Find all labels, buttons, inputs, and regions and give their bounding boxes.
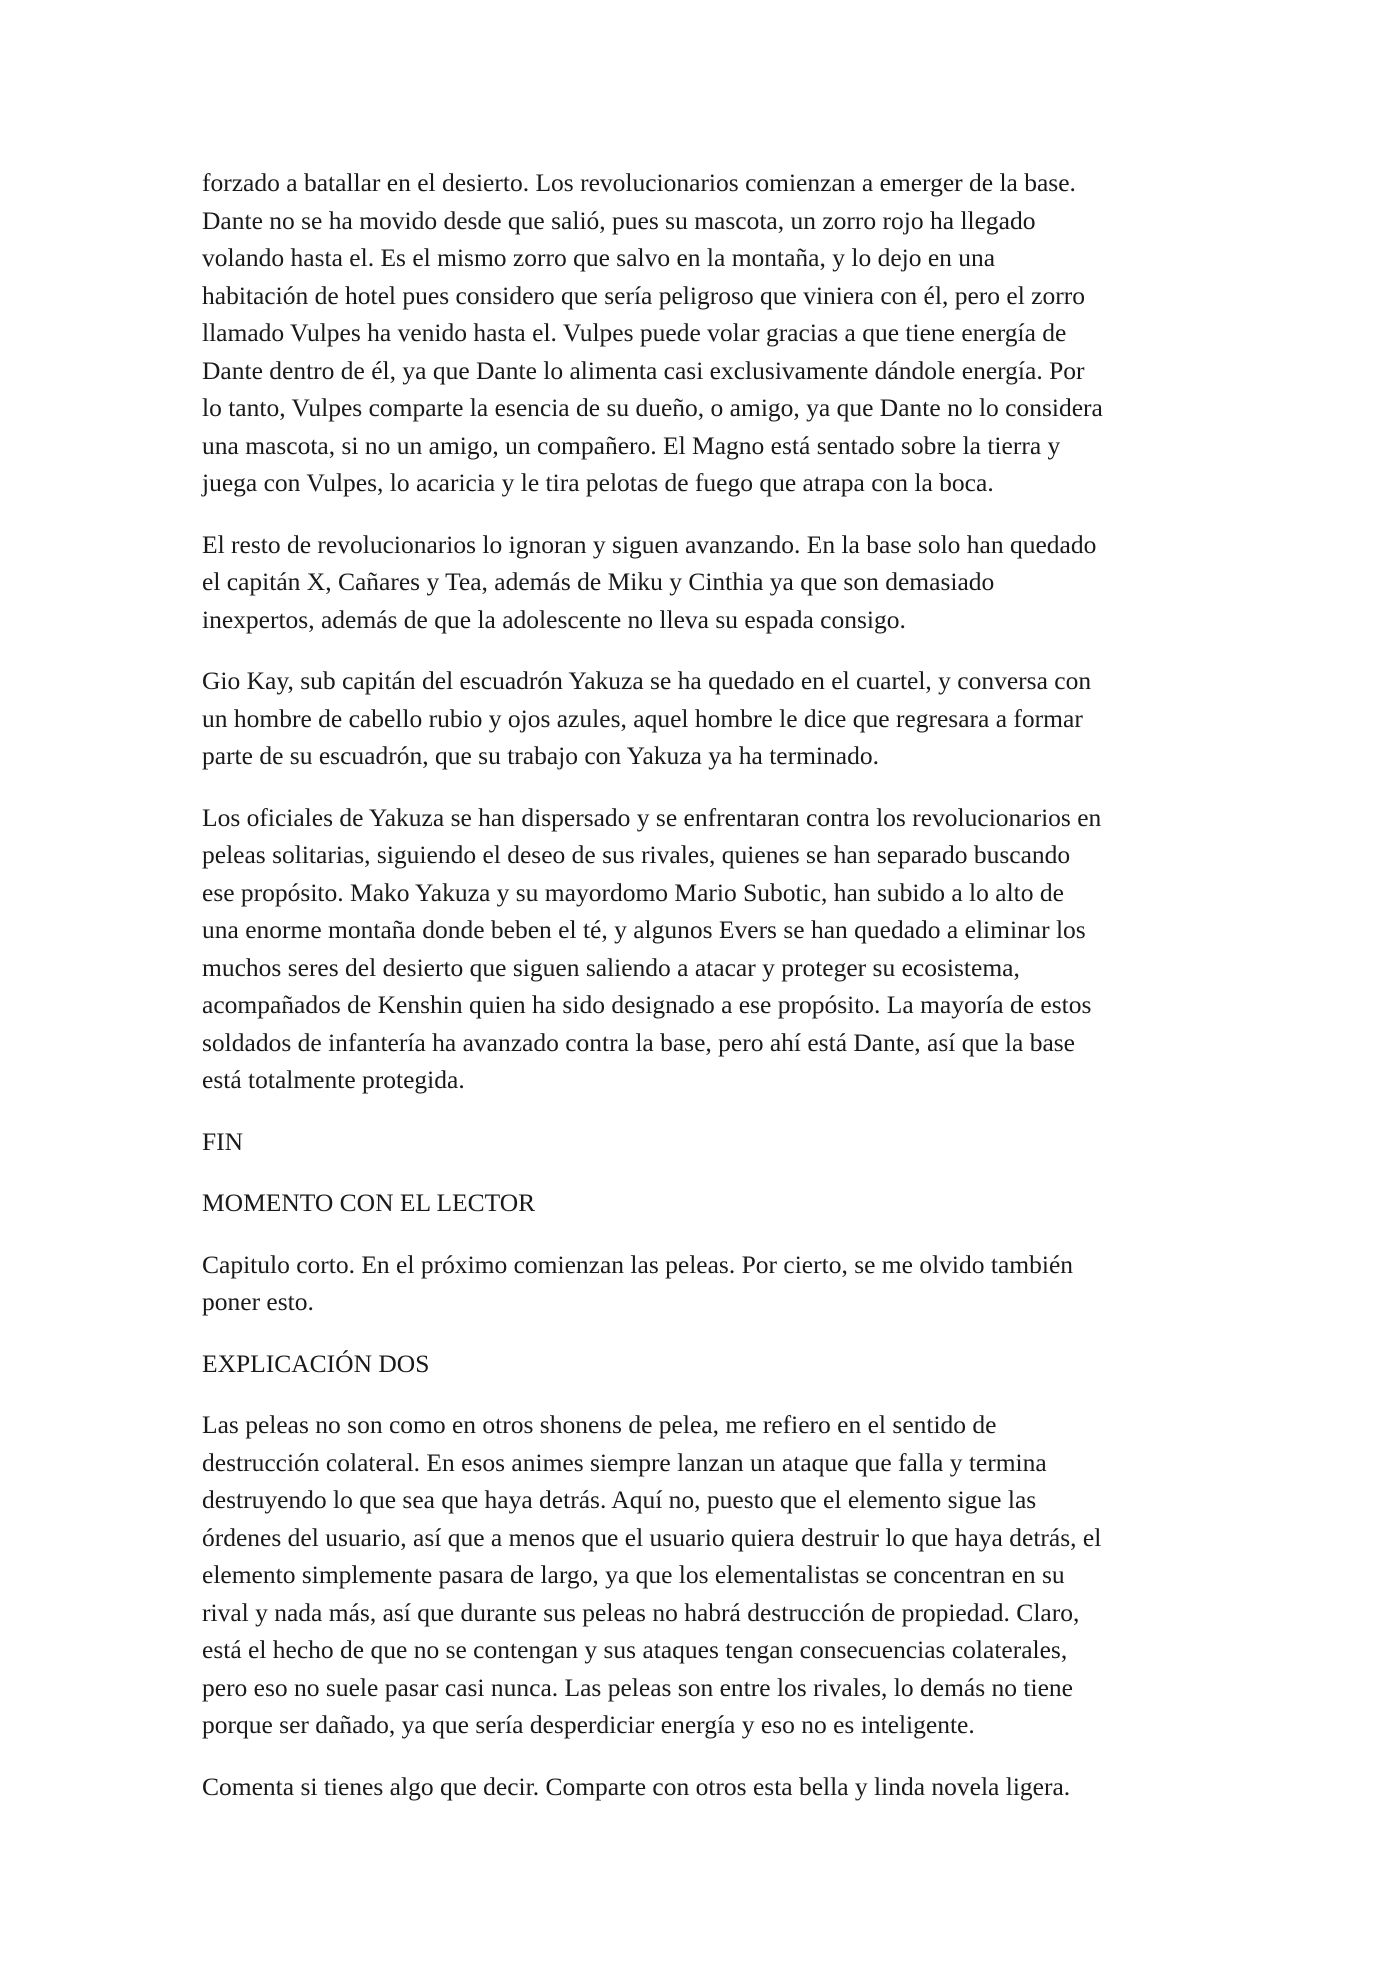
paragraph-closing: Comenta si tienes algo que decir. Comparte con otros esta bella y linda novela ligera. xyxy=(202,1771,1071,1801)
paragraph-explanation: Las peleas no son como en otros shonens de pelea, me refiero en el sentido de destrucción colateral. En esos animes siempre lanzan un ataque que falla y termina destruyendo lo que sea que haya detrás. Aquí no, puesto que el elemento sigue las órdenes del usuario, así que a menos que el usuario quiera destruir lo que haya detrás, el elemento simplemente pasara de largo, ya que los elementalistas se concentran en su rival y nada más, así que durante sus peleas no habrá destrucción de propiedad. Claro, está el hecho de que no se contengan y sus ataques tengan consecuencias colaterales, pero eso no suele pasar casi nunca. Las peleas son entre los rivales, lo demás no tiene porque ser dañado, ya que sería desperdiciar energía y eso no es inteligente. xyxy=(202,1410,1102,1739)
heading-fin: FIN xyxy=(202,1126,244,1156)
document-body xyxy=(202,164,1212,1829)
paragraph-story-vulpes: forzado a batallar en el desierto. Los revolucionarios comienzan a emerger de la base. Dante no se ha movido desde que salió, pues su mascota, un zorro rojo ha llegado volando hasta el. Es el mismo zorro que salvo en la montaña, y lo dejo en una habitación de hotel pues considero que sería peligroso que viniera con él, pero el zorro llamado Vulpes ha venido hasta el. Vulpes puede volar gracias a que tiene energía de Dante dentro de él, ya que Dante lo alimenta casi exclusivamente dándole energía. Por lo tanto, Vulpes comparte la esencia de su dueño, o amigo, ya que Dante no lo considera una mascota, si no un amigo, un compañero. El Magno está sentado sobre la tierra y juega con Vulpes, lo acaricia y le tira pelotas de fuego que atrapa con la boca. xyxy=(202,168,1103,497)
heading-explanation-two: EXPLICACIÓN DOS xyxy=(202,1348,430,1378)
paragraph-story-base: El resto de revolucionarios lo ignoran y siguen avanzando. En la base solo han quedado el capitán X, Cañares y Tea, además de Miku y Cinthia ya que son demasiado inexpertos, además de que la adolescente no lleva su espada consigo. xyxy=(202,529,1097,634)
paragraph-story-officers: Los oficiales de Yakuza se han dispersado y se enfrentaran contra los revolucionarios en peleas solitarias, siguiendo el deseo de sus rivales, quienes se han separado buscando ese propósito. Mako Yakuza y su mayordomo Mario Subotic, han subido a lo alto de una enorme montaña donde beben el té, y algunos Evers se han quedado a eliminar los muchos seres del desierto que siguen saliendo a atacar y proteger su ecosistema, acompañados de Kenshin quien ha sido designado a ese propósito. La mayoría de estos soldados de infantería ha avanzado contra la base, pero ahí está Dante, así que la base está totalmente protegida. xyxy=(202,802,1102,1094)
paragraph-reader-note: Capitulo corto. En el próximo comienzan las peleas. Por cierto, se me olvido también poner esto. xyxy=(202,1249,1074,1316)
heading-reader-moment: MOMENTO CON EL LECTOR xyxy=(202,1188,536,1217)
paragraph-story-gio-kay: Gio Kay, sub capitán del escuadrón Yakuza se ha quedado en el cuartel, y conversa con un hombre de cabello rubio y ojos azules, aquel hombre le dice que regresara a formar parte de su escuadrón, que su trabajo con Yakuza ya ha terminado. xyxy=(202,666,1092,770)
